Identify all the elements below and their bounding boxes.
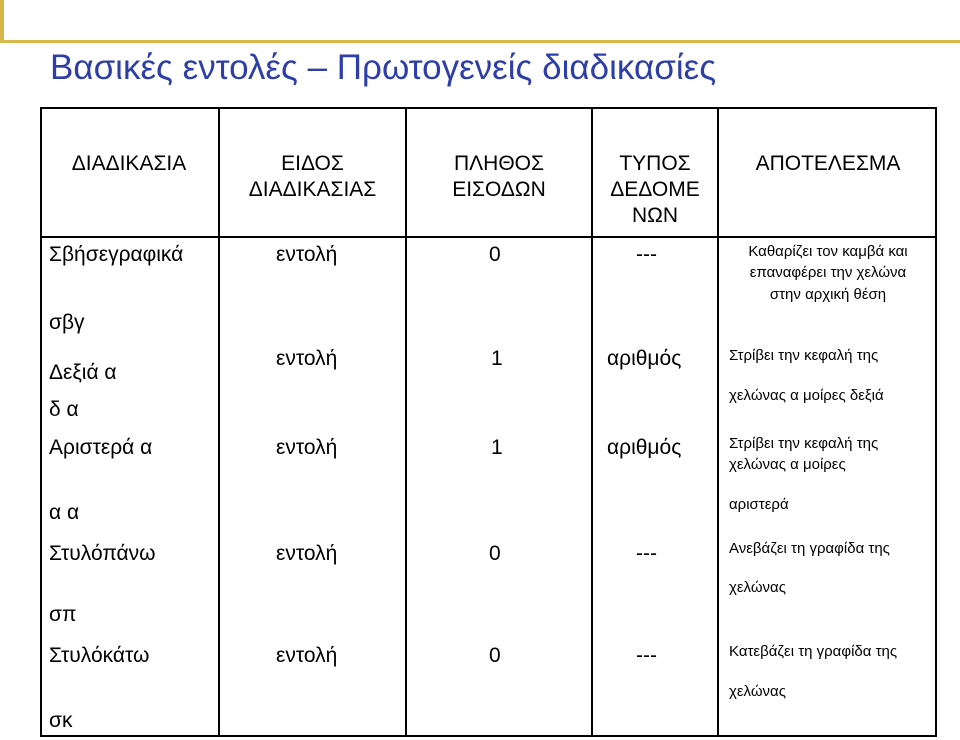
header-divider: [40, 236, 937, 238]
row-procedure-name: Αριστερά α: [49, 436, 153, 459]
row-procedure-name: Στυλόπάνω: [49, 542, 156, 565]
row-result-line: χελώνας α μοίρες δεξιά: [729, 387, 884, 404]
row-procedure-name: Δεξιά α: [49, 361, 117, 384]
row-kind: εντολή: [276, 243, 338, 266]
row-result-line: Στρίβει την κεφαλή της: [729, 435, 879, 452]
row-result-line: Καθαρίζει τον καμβά και: [748, 243, 908, 260]
header-inputs-line1: ΠΛΗΘΟΣ: [453, 152, 544, 175]
row-result-line: χελώνας: [729, 579, 786, 596]
row-type: αριθμός: [607, 347, 682, 370]
row-kind: εντολή: [276, 644, 338, 667]
row-procedure-name: Σβήσεγραφικά: [49, 243, 184, 266]
row-kind: εντολή: [276, 542, 338, 565]
row-type: αριθμός: [607, 436, 682, 459]
row-inputs: 1: [491, 347, 503, 370]
row-kind: εντολή: [276, 347, 338, 370]
row-result-line: Κατεβάζει τη γραφίδα της: [729, 643, 898, 660]
row-inputs: 0: [489, 644, 501, 667]
row-procedure-abbr: σπ: [49, 603, 77, 626]
row-result-line: αριστερά: [729, 496, 789, 513]
row-procedure-abbr: σκ: [49, 709, 73, 732]
row-procedure-abbr: α α: [49, 501, 80, 524]
row-result-line: Στρίβει την κεφαλή της: [729, 347, 879, 364]
header-type-line2: ΔΕΔΟΜΕ: [610, 178, 700, 201]
row-type: ---: [636, 243, 657, 266]
row-result-line: στην αρχική θέση: [769, 286, 887, 303]
row-procedure-name: Στυλόκάτω: [49, 644, 150, 667]
row-type: ---: [636, 644, 657, 667]
row-procedure-abbr: σβγ: [49, 311, 85, 334]
column-divider: [717, 107, 719, 737]
header-procedure: ΔΙΑΔΙΚΑΣΙΑ: [71, 152, 187, 175]
header-type-line3: ΝΩΝ: [631, 204, 679, 227]
header-kind-line1: ΕΙΔΟΣ: [281, 152, 344, 175]
decorative-vertical-bar: [0, 0, 4, 42]
header-kind-line2: ΔΙΑΔΙΚΑΣΙΑΣ: [248, 178, 377, 201]
row-inputs: 0: [489, 243, 501, 266]
page-title: Βασικές εντολές – Πρωτογενείς διαδικασίες: [50, 48, 717, 87]
header-result: ΑΠΟΤΕΛΕΣΜΑ: [755, 152, 901, 175]
row-type: ---: [636, 542, 657, 565]
row-result-line: Ανεβάζει τη γραφίδα της: [729, 540, 890, 557]
header-type-line1: ΤΥΠΟΣ: [619, 152, 691, 175]
row-inputs: 1: [491, 436, 503, 459]
row-result-line: χελώνας: [729, 683, 786, 700]
row-inputs: 0: [489, 542, 501, 565]
row-result-line: χελώνας α μοίρες: [729, 456, 846, 473]
row-kind: εντολή: [276, 436, 338, 459]
decorative-horizontal-line: [0, 40, 960, 43]
row-procedure-abbr: δ α: [49, 398, 79, 421]
header-inputs-line2: ΕΙΣΟΔΩΝ: [452, 178, 546, 201]
row-result-line: επαναφέρει την χελώνα: [749, 264, 907, 281]
